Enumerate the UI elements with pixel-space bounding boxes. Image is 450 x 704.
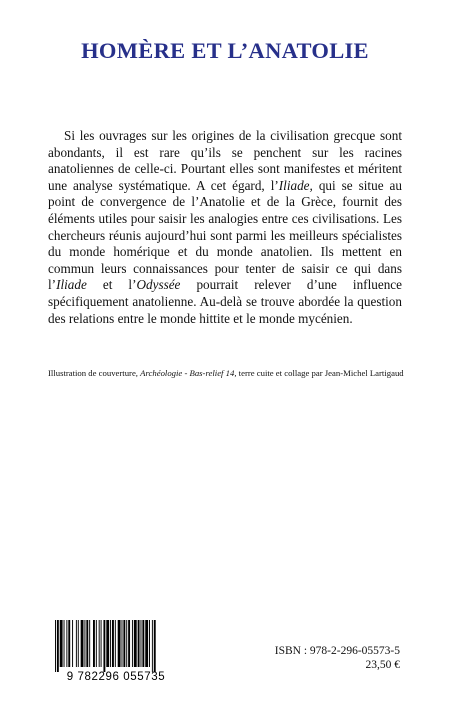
barcode-bar	[76, 620, 77, 667]
book-title: HOMÈRE ET L’ANATOLIE	[81, 38, 369, 63]
barcode-bar	[68, 620, 70, 667]
barcode-digits: 9 782296 055735	[66, 671, 166, 682]
blurb-text-part-4: pourrait relever d’une influence spécifiquement anatolienne. Au-delà se trouve abordée la question des relations entre le monde hittite et le monde mycénien.	[48, 277, 402, 326]
barcode-bar	[81, 620, 84, 667]
barcode-bar	[99, 620, 100, 667]
ean-barcode	[51, 620, 181, 682]
barcode-bar	[64, 620, 65, 667]
barcode-bar	[118, 620, 121, 667]
barcode-graphic	[51, 620, 181, 682]
blurb-title-iliade-2: Iliade	[56, 277, 87, 293]
blurb-text-part-3: et l’	[86, 277, 137, 293]
barcode-bar	[57, 620, 59, 672]
barcode-bar	[126, 620, 127, 667]
barcode-bar	[138, 620, 140, 667]
barcode-bar	[149, 620, 150, 667]
barcode-bar	[132, 620, 133, 667]
barcode-bar	[66, 620, 67, 667]
blurb-text-part-2: qui se situe au point de convergence de l’Anatolie et de la Grèce, fournit des éléments utiles pour saisir les analogies entre ces civilisations. Les chercheurs réunis aujourd’hui sont parmi les meilleurs spécialistes du monde homérique et du monde anatolien. Ils mettent en commun leurs connaissances pour tenter de saisir ce qui dans l’	[48, 177, 402, 293]
barcode-bar	[122, 620, 123, 667]
credit-prefix: Illustration de couverture,	[48, 368, 141, 378]
barcode-bar	[141, 620, 142, 667]
isbn-block	[275, 644, 400, 672]
barcode-bar	[101, 620, 102, 667]
barcode-bar	[103, 620, 105, 672]
back-cover-blurb	[48, 128, 402, 327]
barcode-bar	[60, 620, 63, 667]
barcode-bar	[152, 620, 153, 672]
barcode-bar	[115, 620, 116, 667]
blurb-title-iliade: Iliade,	[278, 177, 313, 193]
barcode-bar	[123, 620, 125, 667]
barcode-bar	[89, 620, 90, 667]
barcode-bar	[145, 620, 148, 667]
barcode-bar	[128, 620, 130, 667]
barcode-bar	[154, 620, 156, 672]
barcode-bar	[86, 620, 88, 667]
credit-artwork-title: Archéologie - Bas-relief 14,	[140, 368, 237, 378]
barcode-bar	[134, 620, 137, 667]
barcode-bar	[110, 620, 111, 667]
barcode-bar	[96, 620, 97, 667]
credit-suffix: terre cuite et collage par Jean-Michel Lartigaud	[236, 368, 404, 378]
isbn-number: ISBN : 978-2-296-05573-5	[274, 645, 400, 657]
blurb-title-odyssee: Odyssée	[136, 277, 181, 293]
barcode-bar	[112, 620, 114, 667]
barcode-bar	[142, 620, 144, 667]
barcode-bar	[78, 620, 79, 667]
barcode-bar	[55, 620, 56, 672]
cover-illustration-credit	[48, 368, 428, 379]
blurb-text-part-1: Si les ouvrages sur les origines de la civilisation grecque sont abondants, il est rare qu’ils se penchent sur les racines anatoliennes de celle-ci. Pourtant elles sont manifestes et méritent une analyse systématique. A cet égard, l’	[48, 128, 402, 193]
barcode-bar	[84, 620, 85, 667]
barcode-bar	[93, 620, 95, 667]
barcode-bar	[106, 620, 109, 667]
price-label: 23,50 €	[365, 659, 400, 671]
barcode-bar	[72, 620, 73, 667]
